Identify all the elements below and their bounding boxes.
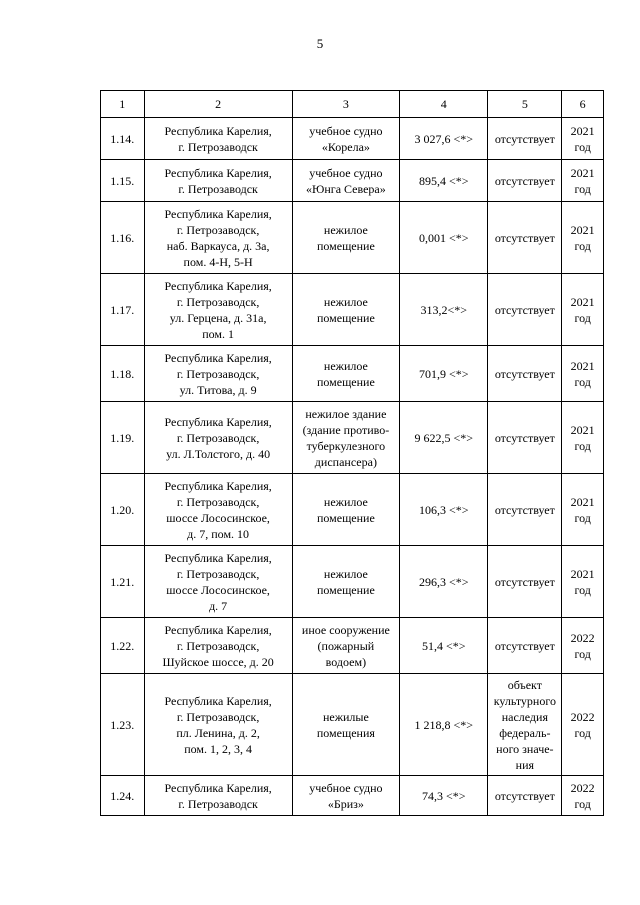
status-cell-line: культурного <box>493 693 556 708</box>
object-type-cell-line: нежилое <box>323 358 368 373</box>
object-type-cell <box>292 160 399 202</box>
table-row <box>101 202 604 274</box>
row-number-cell: 1.21. <box>101 546 145 618</box>
status-cell <box>488 618 562 674</box>
area-cell: 0,001 <*> <box>400 202 488 274</box>
table-header-row <box>101 91 604 118</box>
year-cell <box>562 618 604 674</box>
address-cell-line: д. 7, пом. 10 <box>187 526 250 541</box>
status-cell-line: отсутствует <box>494 638 555 653</box>
year-cell <box>562 274 604 346</box>
row-number-cell: 1.23. <box>101 674 145 776</box>
object-type-cell-line: туберкулезного <box>306 438 386 453</box>
address-cell-line: Республика Карелия, <box>164 350 272 365</box>
year-cell-line: 2021 <box>570 422 595 437</box>
address-cell-line: Шуйское шоссе, д. 20 <box>162 654 274 669</box>
address-cell-line: г. Петрозаводск, <box>176 222 260 237</box>
object-type-cell-line: помещение <box>316 238 375 253</box>
area-cell: 895,4 <*> <box>400 160 488 202</box>
year-cell-line: 2022 <box>570 630 595 645</box>
address-cell-line: г. Петрозаводск, <box>176 366 260 381</box>
object-type-cell-line: учебное судно <box>309 123 383 138</box>
area-cell: 313,2<*> <box>400 274 488 346</box>
row-number-cell: 1.22. <box>101 618 145 674</box>
status-cell <box>488 274 562 346</box>
address-cell <box>144 402 292 474</box>
year-cell <box>562 160 604 202</box>
year-cell-line: год <box>574 238 591 253</box>
address-cell-line: г. Петрозаводск, <box>176 294 260 309</box>
table-row <box>101 776 604 816</box>
address-cell-line: г. Петрозаводск <box>178 139 258 154</box>
object-type-cell-line: нежилое <box>323 566 368 581</box>
object-type-cell-line: нежилое <box>323 294 368 309</box>
status-cell-line: отсутствует <box>494 788 555 803</box>
address-cell <box>144 674 292 776</box>
address-cell-line: ул. Титова, д. 9 <box>179 382 257 397</box>
year-cell-line: 2021 <box>570 222 595 237</box>
year-cell <box>562 202 604 274</box>
year-cell <box>562 546 604 618</box>
object-type-cell <box>292 546 399 618</box>
status-cell <box>488 202 562 274</box>
address-cell-line: г. Петрозаводск <box>178 796 258 811</box>
row-number-cell: 1.17. <box>101 274 145 346</box>
address-cell <box>144 160 292 202</box>
year-cell-line: 2021 <box>570 123 595 138</box>
table-row <box>101 160 604 202</box>
address-cell-line: г. Петрозаводск, <box>176 430 260 445</box>
status-cell-line: отсутствует <box>494 131 555 146</box>
status-cell-line: наследия <box>501 709 548 724</box>
object-type-cell <box>292 274 399 346</box>
year-cell <box>562 118 604 160</box>
address-cell-line: г. Петрозаводск, <box>176 494 260 509</box>
row-number-cell: 1.20. <box>101 474 145 546</box>
address-cell <box>144 118 292 160</box>
row-number-cell: 1.14. <box>101 118 145 160</box>
year-cell <box>562 674 604 776</box>
header-cell: 4 <box>400 91 488 118</box>
address-cell-line: Республика Карелия, <box>164 206 272 221</box>
table-row <box>101 674 604 776</box>
object-type-cell-line: иное сооружение <box>301 622 390 637</box>
row-number-cell: 1.15. <box>101 160 145 202</box>
status-cell <box>488 118 562 160</box>
status-cell-line: отсутствует <box>494 430 555 445</box>
status-cell-line: отсутствует <box>494 502 555 517</box>
address-cell-line: шоссе Лососинское, <box>166 510 270 525</box>
area-cell: 51,4 <*> <box>400 618 488 674</box>
object-type-cell <box>292 674 399 776</box>
header-cell: 5 <box>488 91 562 118</box>
object-type-cell <box>292 776 399 816</box>
object-type-cell-line: помещение <box>316 510 375 525</box>
header-cell: 2 <box>144 91 292 118</box>
address-cell <box>144 776 292 816</box>
address-cell-line: пом. 1, 2, 3, 4 <box>184 741 253 756</box>
table-row <box>101 118 604 160</box>
year-cell-line: 2021 <box>570 358 595 373</box>
object-type-cell <box>292 346 399 402</box>
address-cell-line: г. Петрозаводск, <box>176 709 260 724</box>
year-cell-line: 2021 <box>570 566 595 581</box>
year-cell-line: 2022 <box>570 780 595 795</box>
row-number-cell: 1.24. <box>101 776 145 816</box>
year-cell-line: 2021 <box>570 494 595 509</box>
area-cell: 296,3 <*> <box>400 546 488 618</box>
area-cell: 1 218,8 <*> <box>400 674 488 776</box>
year-cell-line: 2021 <box>570 165 595 180</box>
address-cell-line: Республика Карелия, <box>164 414 272 429</box>
status-cell-line: отсутствует <box>494 574 555 589</box>
area-cell: 74,3 <*> <box>400 776 488 816</box>
address-cell-line: г. Петрозаводск, <box>176 566 260 581</box>
object-type-cell-line: учебное судно <box>309 780 383 795</box>
address-cell-line: пом. 1 <box>202 326 235 341</box>
address-cell-line: д. 7 <box>209 598 228 613</box>
year-cell-line: год <box>574 310 591 325</box>
object-type-cell <box>292 402 399 474</box>
area-cell: 3 027,6 <*> <box>400 118 488 160</box>
object-type-cell-line: помещения <box>316 725 375 740</box>
year-cell-line: год <box>574 510 591 525</box>
area-cell: 106,3 <*> <box>400 474 488 546</box>
object-type-cell-line: «Бриз» <box>327 796 364 811</box>
year-cell <box>562 474 604 546</box>
table-row <box>101 346 604 402</box>
status-cell-line: отсутствует <box>494 230 555 245</box>
object-type-cell-line: помещение <box>316 582 375 597</box>
address-cell <box>144 346 292 402</box>
address-cell-line: пл. Ленина, д. 2, <box>176 725 260 740</box>
address-cell-line: Республика Карелия, <box>164 165 272 180</box>
table-row <box>101 618 604 674</box>
address-cell-line: Республика Карелия, <box>164 693 272 708</box>
object-type-cell-line: (пожарный <box>317 638 375 653</box>
year-cell <box>562 402 604 474</box>
object-type-cell <box>292 474 399 546</box>
status-cell-line: отсутствует <box>494 366 555 381</box>
year-cell-line: год <box>574 181 591 196</box>
address-cell-line: наб. Варкауса, д. 3а, <box>166 238 270 253</box>
object-type-cell-line: помещение <box>316 310 375 325</box>
object-type-cell-line: нежилое <box>323 222 368 237</box>
status-cell-line: федераль- <box>499 725 551 740</box>
address-cell-line: г. Петрозаводск <box>178 181 258 196</box>
year-cell-line: год <box>574 139 591 154</box>
year-cell-line: год <box>574 438 591 453</box>
address-cell <box>144 474 292 546</box>
object-type-cell <box>292 618 399 674</box>
object-type-cell-line: нежилые <box>322 709 369 724</box>
object-type-cell <box>292 202 399 274</box>
year-cell-line: 2022 <box>570 709 595 724</box>
status-cell <box>488 160 562 202</box>
object-type-cell-line: диспансера) <box>314 454 377 469</box>
status-cell-line: ного значе- <box>496 741 554 756</box>
page-number: 5 <box>316 36 324 51</box>
address-cell <box>144 618 292 674</box>
address-cell <box>144 546 292 618</box>
status-cell <box>488 674 562 776</box>
address-cell-line: Республика Карелия, <box>164 622 272 637</box>
table-row <box>101 402 604 474</box>
object-type-cell-line: нежилое здание <box>305 406 387 421</box>
address-cell <box>144 202 292 274</box>
object-type-cell-line: помещение <box>316 374 375 389</box>
table-row <box>101 546 604 618</box>
address-cell-line: ул. Герцена, д. 31а, <box>169 310 267 325</box>
address-cell-line: шоссе Лососинское, <box>166 582 270 597</box>
object-type-cell-line: нежилое <box>323 494 368 509</box>
address-cell-line: Республика Карелия, <box>164 123 272 138</box>
year-cell-line: год <box>574 725 591 740</box>
status-cell <box>488 402 562 474</box>
object-type-cell <box>292 118 399 160</box>
status-cell <box>488 546 562 618</box>
year-cell <box>562 346 604 402</box>
table-row <box>101 274 604 346</box>
object-type-cell-line: (здание противо- <box>302 422 390 437</box>
status-cell-line: объект <box>507 677 542 692</box>
object-type-cell-line: водоем) <box>325 654 367 669</box>
row-number-cell: 1.18. <box>101 346 145 402</box>
area-cell: 701,9 <*> <box>400 346 488 402</box>
address-cell-line: Республика Карелия, <box>164 780 272 795</box>
table-row <box>101 474 604 546</box>
address-cell <box>144 274 292 346</box>
status-cell-line: отсутствует <box>494 302 555 317</box>
year-cell <box>562 776 604 816</box>
header-cell: 6 <box>562 91 604 118</box>
status-cell-line: отсутствует <box>494 173 555 188</box>
object-type-cell-line: «Корела» <box>321 139 370 154</box>
address-cell-line: г. Петрозаводск, <box>176 638 260 653</box>
address-cell-line: Республика Карелия, <box>164 278 272 293</box>
year-cell-line: год <box>574 796 591 811</box>
address-cell-line: пом. 4-Н, 5-Н <box>183 254 253 269</box>
property-table <box>100 90 604 816</box>
address-cell-line: ул. Л.Толстого, д. 40 <box>166 446 271 461</box>
object-type-cell-line: учебное судно <box>309 165 383 180</box>
row-number-cell: 1.19. <box>101 402 145 474</box>
status-cell <box>488 474 562 546</box>
header-cell: 1 <box>101 91 145 118</box>
area-cell: 9 622,5 <*> <box>400 402 488 474</box>
address-cell-line: Республика Карелия, <box>164 550 272 565</box>
address-cell-line: Республика Карелия, <box>164 478 272 493</box>
object-type-cell-line: «Юнга Севера» <box>306 181 386 196</box>
status-cell <box>488 346 562 402</box>
status-cell <box>488 776 562 816</box>
status-cell-line: ния <box>515 757 535 772</box>
row-number-cell: 1.16. <box>101 202 145 274</box>
year-cell-line: год <box>574 582 591 597</box>
year-cell-line: год <box>574 646 591 661</box>
year-cell-line: год <box>574 374 591 389</box>
year-cell-line: 2021 <box>570 294 595 309</box>
header-cell: 3 <box>292 91 399 118</box>
